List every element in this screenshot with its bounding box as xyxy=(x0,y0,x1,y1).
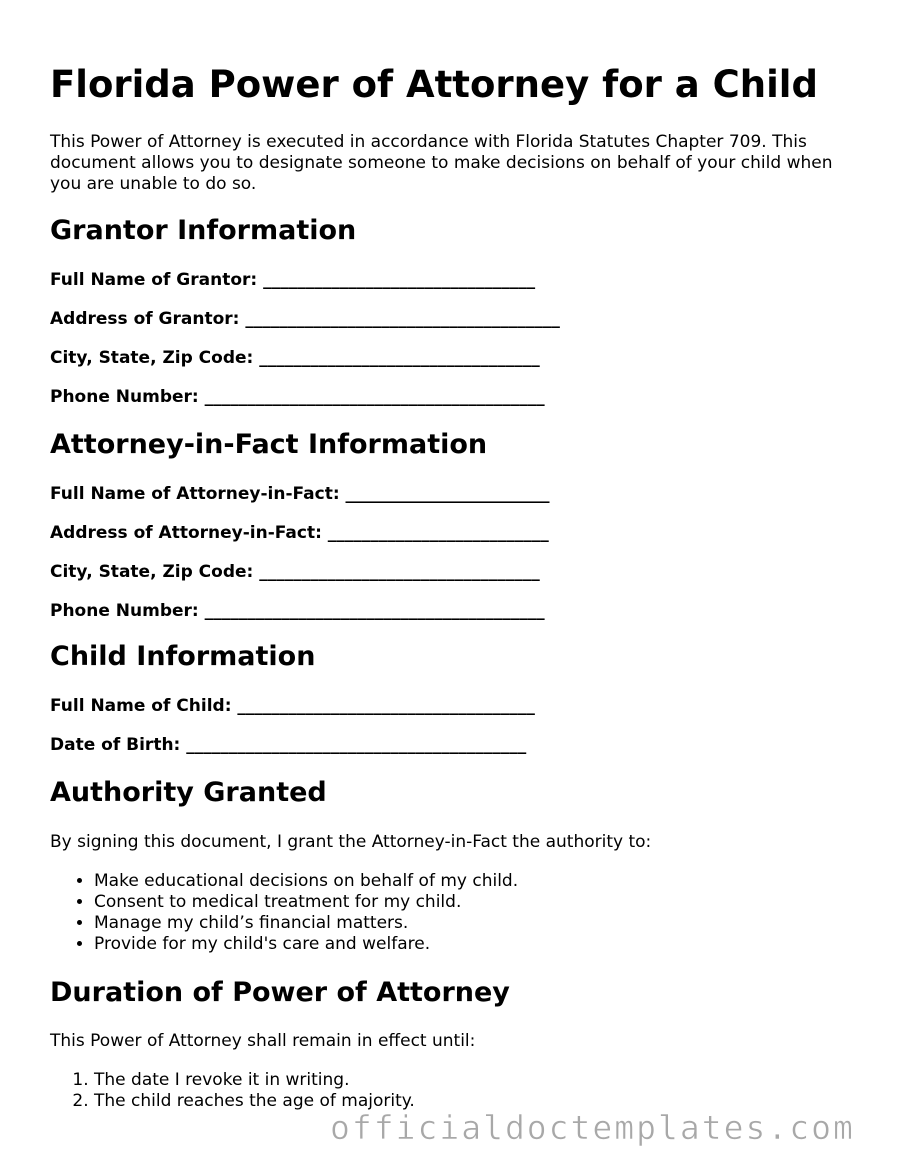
child-full-name-field: Full Name of Child: ___________________________________ xyxy=(50,696,535,716)
duration-heading: Duration of Power of Attorney xyxy=(50,977,510,1008)
list-item: • Make educational decisions on behalf of my child. xyxy=(94,871,518,892)
attorney-address-field: Address of Attorney-in-Fact: __________________________ xyxy=(50,523,549,543)
grantor-phone-field: Phone Number: ________________________________________ xyxy=(50,387,545,407)
attorney-city-state-zip-field: City, State, Zip Code: _________________________________ xyxy=(50,562,540,582)
document-title: Florida Power of Attorney for a Child xyxy=(50,63,818,106)
authority-intro: By signing this document, I grant the Attorney-in-Fact the authority to: xyxy=(50,832,652,852)
attorney-heading: Attorney-in-Fact Information xyxy=(50,429,488,460)
authority-heading: Authority Granted xyxy=(50,777,327,808)
list-item: 2. The child reaches the age of majority. xyxy=(94,1091,415,1112)
duration-list xyxy=(50,1070,415,1112)
authority-list xyxy=(50,871,518,955)
list-item: • Provide for my child's care and welfare. xyxy=(94,934,518,955)
grantor-heading: Grantor Information xyxy=(50,215,357,246)
grantor-city-state-zip-field: City, State, Zip Code: _________________________________ xyxy=(50,348,540,368)
list-item: • Consent to medical treatment for my child. xyxy=(94,892,518,913)
intro-paragraph: This Power of Attorney is executed in accordance with Florida Statutes Chapter 709. This document allows you to designate someone to make decisions on behalf of your child when you are unable to do so. xyxy=(50,132,833,194)
attorney-phone-field: Phone Number: ________________________________________ xyxy=(50,601,545,621)
watermark-text: officialdoctemplates.com xyxy=(330,1108,855,1147)
child-heading: Child Information xyxy=(50,641,316,672)
attorney-full-name-field: Full Name of Attorney-in-Fact: ________________________ xyxy=(50,484,550,504)
child-dob-field: Date of Birth: ________________________________________ xyxy=(50,735,527,755)
list-item: • Manage my child’s financial matters. xyxy=(94,913,518,934)
grantor-address-field: Address of Grantor: _____________________________________ xyxy=(50,309,560,329)
grantor-full-name-field: Full Name of Grantor: ________________________________ xyxy=(50,270,536,290)
duration-intro: This Power of Attorney shall remain in effect until: xyxy=(50,1031,476,1051)
list-item: 1. The date I revoke it in writing. xyxy=(94,1070,415,1091)
